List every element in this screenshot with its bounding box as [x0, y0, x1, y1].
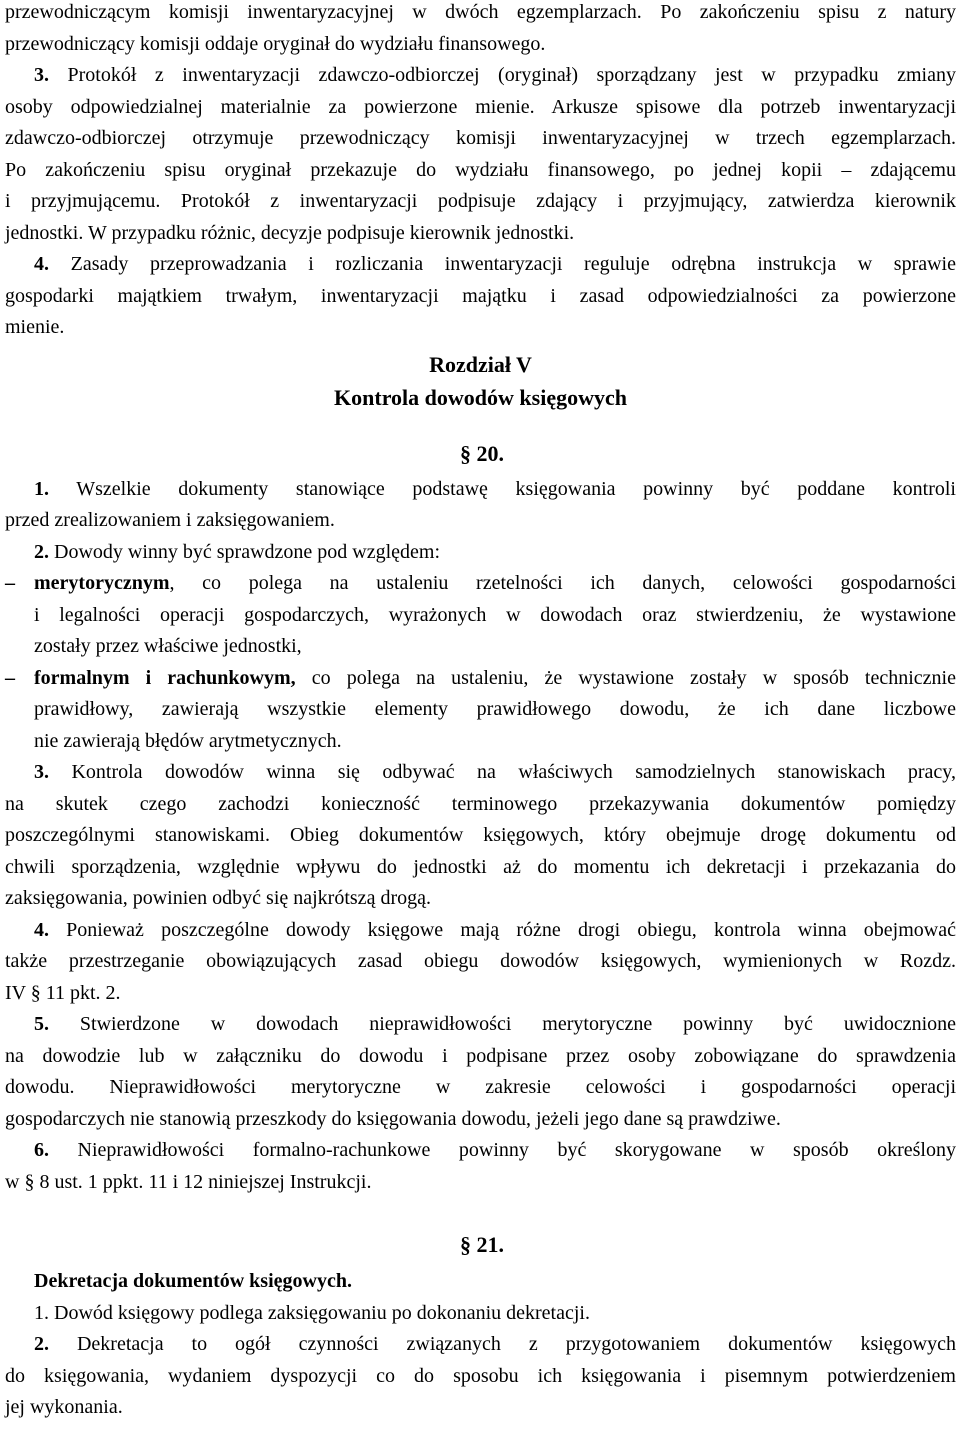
text-line: chwili sporządzenia, względnie wpływu do jednostki aż do momentu ich dekretacji i przekazania do [5, 855, 956, 878]
section-heading-20 [5, 436, 956, 472]
paragraph-number: 2. [34, 1333, 49, 1355]
text-line: także przestrzeganie obowiązujących zasad obiegu dowodów księgowych, wymienionych w Rozdz. [5, 950, 956, 972]
paragraph-number: 6. [34, 1139, 49, 1161]
text-line: na skutek czego zachodzi konieczność terminowego przekazywania dokumentów pomiędzy [5, 792, 956, 815]
paragraph-number: 2. [34, 540, 49, 563]
section-20-point-4 [5, 915, 956, 1010]
text-line [5, 249, 956, 281]
text-span: Ponieważ poszczególne dowody księgowe mają różne drogi obiegu, kontrola winna obejmować [66, 918, 956, 941]
section-heading-21 [5, 1228, 956, 1262]
text-line: mienie. [5, 316, 65, 338]
chapter-subtitle: Kontrola dowodów księgowych [334, 384, 627, 410]
section-number: 20. [476, 440, 504, 466]
text-span: Wszelkie dokumenty stanowiące podstawę księgowania powinny być poddane kontroli [76, 477, 956, 500]
section-20-point-6 [5, 1135, 956, 1198]
text-line: w § 8 ust. 1 ppkt. 11 i 12 niniejszej Instrukcji. [5, 1170, 372, 1193]
text-span: , co polega na ustaleniu rzetelności ich danych, celowości gospodarności [169, 572, 956, 594]
text-span: Kontrola dowodów winna się odbywać na właściwych samodzielnych stanowiskach pracy, [71, 761, 956, 783]
text-span: Stwierdzone w dowodach nieprawidłowości merytoryczne powinny być uwidocznione [79, 1013, 956, 1035]
text-line: osoby odpowiedzialnej materialnie za powierzone mienie. Arkusze spisowe dla potrzeb inwentaryzacji [5, 95, 956, 118]
text-line [5, 1298, 956, 1330]
text-line: dowodu. Nieprawidłowości merytoryczne w zakresie celowości i gospodarności operacji [5, 1076, 956, 1098]
text-line: do księgowania, wydaniem dyspozycji co do sposobu ich księgowania i pisemnym potwierdzeniem [5, 1364, 956, 1387]
text-line: zostały przez właściwe jednostki, [34, 635, 302, 657]
text-line [5, 474, 956, 506]
section-number: 21. [476, 1232, 504, 1257]
text-line: zdawczo-odbiorczej otrzymuje przewodniczący komisji inwentaryzacyjnej w trzech egzemplarzach. [5, 127, 956, 149]
paragraph-number: 4. [34, 253, 49, 275]
text-span: Zasady przeprowadzania i rozliczania inwentaryzacji reguluje odrębna instrukcja w sprawie [70, 253, 956, 275]
text-line: zaksięgowania, powinien odbyć się najkrótszą drogą. [5, 887, 431, 909]
text-line [5, 1329, 956, 1361]
text-line [5, 60, 956, 92]
dash-bullet: – [5, 572, 15, 594]
section-21-point-1 [5, 1298, 956, 1330]
section-20-point-5 [5, 1009, 956, 1135]
paragraph-number: 4. [34, 918, 49, 941]
paragraph-continuation [5, 0, 956, 60]
text-line [34, 663, 956, 695]
paragraph-4-inventory [5, 249, 956, 344]
list-item-formalny [5, 663, 956, 758]
text-line [5, 757, 956, 789]
text-line: prawidłowy, zawierają wszystkie elementy prawidłowego dowodu, że ich dane liczbowe [34, 698, 956, 720]
text-line: Po zakończeniu spisu oryginał przekazuje do wydziału finansowego, po jednej kopii – zdającemu [5, 158, 956, 181]
text-line: jej wykonania. [5, 1396, 123, 1418]
text-line: jednostki. W przypadku różnic, decyzje podpisuje kierownik jednostki. [5, 221, 575, 244]
text-line: przed zrealizowaniem i zaksięgowaniem. [5, 509, 335, 531]
paragraph-3-inventory [5, 60, 956, 249]
paragraph-number: 1. [34, 1301, 49, 1324]
text-span: Nieprawidłowości formalno-rachunkowe powinny być skorygowane w sposób określony [77, 1139, 956, 1161]
text-span: Dowód księgowy podlega zaksięgowaniu po dokonaniu dekretacji. [54, 1301, 590, 1324]
text-line: gospodarczych nie stanowią przeszkody do księgowania dowodu, jeżeli jego dane są prawdziwe. [5, 1107, 781, 1130]
paragraph-number: 1. [34, 477, 49, 500]
list-term: formalnym i rachunkowym, [34, 666, 296, 689]
text-line: na dowodzie lub w załączniku do dowodu i podpisane przez osoby zobowiązane do sprawdzenia [5, 1044, 956, 1067]
paragraph-number: 3. [34, 761, 49, 783]
section-sign: § [460, 440, 471, 466]
text-line: nie zawierają błędów arytmetycznych. [34, 729, 342, 752]
chapter-title: Rozdział V [429, 351, 532, 377]
text-line: przewodniczącym komisji inwentaryzacyjnej w dwóch egzemplarzach. Po zakończeniu spisu z natury [5, 1, 956, 23]
text-line: IV § 11 pkt. 2. [5, 981, 121, 1004]
section-sign: § [460, 1232, 471, 1257]
text-line [5, 915, 956, 947]
text-line: poszczególnymi stanowiskami. Obieg dokumentów księgowych, który obejmuje drogę dokumentu od [5, 824, 956, 846]
section-21-heading: Dekretacja dokumentów księgowych. [34, 1270, 352, 1292]
paragraph-number: 3. [34, 64, 49, 86]
text-line: gospodarki majątkiem trwałym, inwentaryzacji majątku i zasad odpowiedzialności za powierzone [5, 284, 956, 307]
list-term: merytorycznym [34, 572, 170, 594]
text-line [34, 568, 956, 600]
text-line [5, 1009, 956, 1041]
section-20-point-1 [5, 474, 956, 537]
text-line: przewodniczący komisji oddaje oryginał do wydziału finansowego. [5, 32, 546, 55]
section-21-point-2 [5, 1329, 956, 1424]
paragraph-number: 5. [34, 1013, 49, 1035]
text-span: co polega na ustaleniu, że wystawione zostały w sposób technicznie [295, 666, 956, 689]
list-item-merytoryczny [5, 568, 956, 663]
text-line [5, 1135, 956, 1167]
dash-bullet: – [5, 666, 15, 689]
text-span: Dowody winny być sprawdzone pod względem: [54, 540, 441, 563]
text-span: Protokół z inwentaryzacji zdawczo-odbiorczej (oryginał) sporządzany jest w przypadku zmiany [67, 64, 956, 86]
text-line [5, 537, 956, 569]
text-line: i legalności operacji gospodarczych, wyrażonych w dowodach oraz stwierdzeniu, że wystawione [34, 603, 956, 626]
text-line: i przyjmującemu. Protokół z inwentaryzacji podpisuje zdający i przyjmujący, zatwierdza kierownik [5, 190, 956, 212]
section-20-point-2 [5, 537, 956, 569]
section-20-point-3 [5, 757, 956, 915]
text-span: Dekretacja to ogół czynności związanych z przygotowaniem dokumentów księgowych [76, 1333, 956, 1355]
